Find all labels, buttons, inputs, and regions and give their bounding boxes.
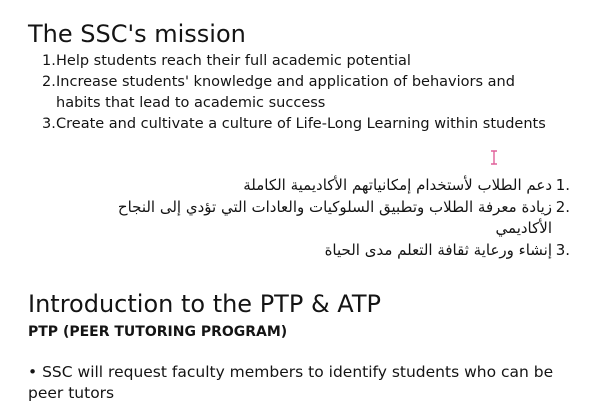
list-number: 1. (42, 53, 56, 69)
list-number: 2. (555, 197, 570, 216)
list-number: 2. (42, 74, 56, 90)
mission-item (42, 72, 562, 114)
bullet-marker: • (28, 363, 38, 381)
text-cursor-icon (490, 150, 498, 165)
mission-item-text: Create and cultivate a culture of Life-Long Learning within students (56, 116, 546, 132)
intro-heading: Introduction to the PTP & ATP (28, 290, 381, 318)
mission-list-english (42, 51, 562, 135)
list-number: 3. (555, 240, 570, 259)
mission-item (42, 51, 562, 72)
mission-item-arabic-text: إنشاء ورعاية ثقافة التعلم مدى الحياة (324, 240, 552, 259)
list-number: 1. (555, 176, 570, 194)
mission-list-arabic (70, 175, 570, 261)
bullet-text: SSC will request faculty members to identify students who can be peer tutors (28, 363, 554, 402)
mission-item-text: Help students reach their full academic potential (56, 53, 411, 69)
mission-item (42, 114, 562, 135)
mission-item-arabic-text: زيادة معرفة الطلاب وتطبيق السلوكيات والعادات التي تؤدي إلى النجاح الأكاديمي (117, 197, 552, 237)
mission-item-arabic-text: دعم الطلاب لأستخدام إمكانياتهم الأكاديمية الكاملة (243, 176, 552, 194)
mission-item-arabic (70, 175, 570, 197)
mission-item-arabic (70, 240, 570, 262)
mission-item-arabic (70, 197, 570, 240)
mission-item-text: Increase students' knowledge and application of behaviors and habits that lead to academic success (56, 74, 515, 111)
list-number: 3. (42, 116, 56, 132)
bullet-item (28, 362, 588, 404)
mission-heading: The SSC's mission (28, 20, 246, 48)
ptp-subheading: PTP (PEER TUTORING PROGRAM) (28, 324, 288, 340)
